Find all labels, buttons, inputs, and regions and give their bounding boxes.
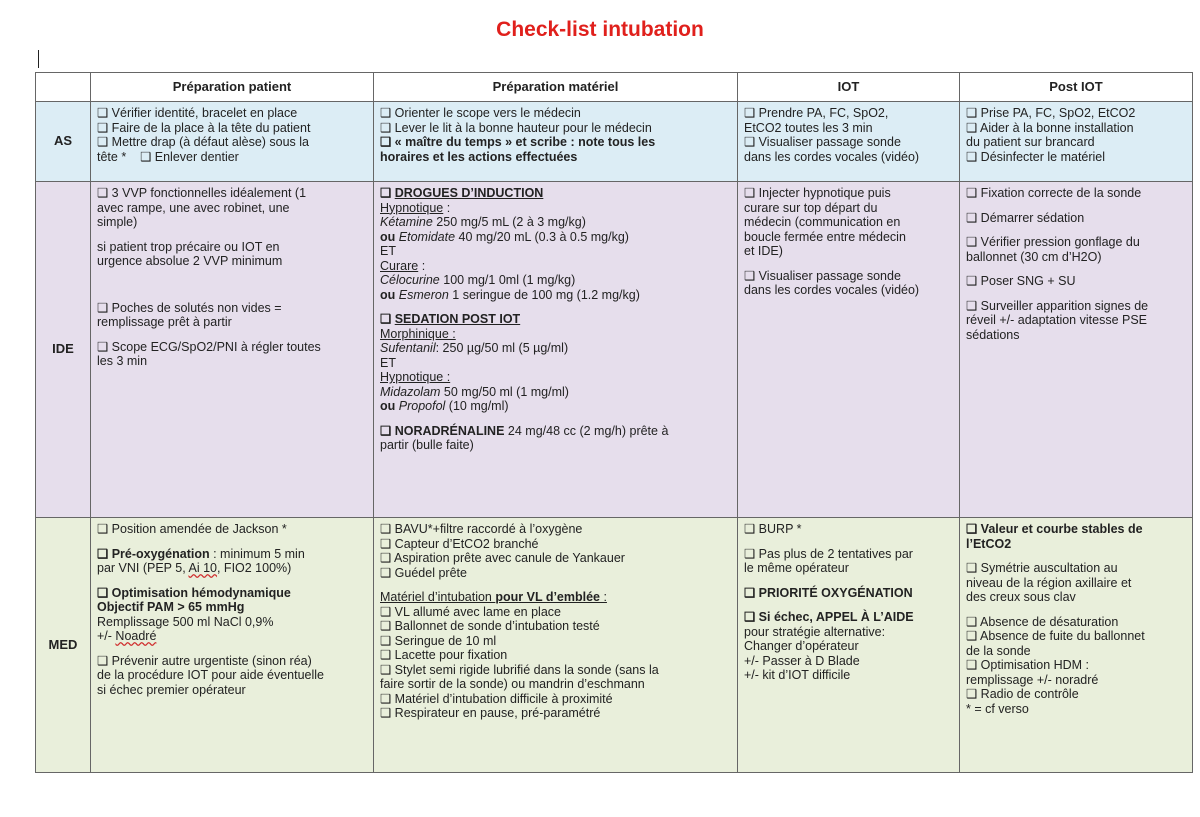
checkbox-icon: ❑ [380,423,392,438]
med-post-line: l’EtCO2 [966,536,1012,551]
ide-post-cell [960,182,1193,518]
ide-patient-line: simple) [97,215,138,229]
ide-materiel-cell [374,182,738,518]
ide-post-line: sédations [966,327,1020,342]
med-materiel-cell [374,518,738,773]
as-iot-line: ❑ Visualiser passage sonde [744,135,901,149]
ide-iot-line: ❑ Injecter hypnotique puis [744,186,891,200]
text-cursor [38,50,39,68]
ou-word: ou [380,287,396,302]
med-patient-line: si échec premier opérateur [97,682,246,697]
med-iot-line: +/- kit d’IOT difficile [744,668,851,682]
ide-patient-line: ❑ 3 VVP fonctionnelles idéalement (1 [97,186,307,200]
med-materiel-line: ❑ Capteur d’EtCO2 branché [380,536,539,551]
med-iot-line: ❑ BURP * [744,522,802,536]
as-iot-cell [738,102,960,182]
med-post-line: ❑ Optimisation HDM : [966,658,1090,672]
noadre-prefix: +/- [97,629,116,643]
drug-dose: partir (bulle faite) [380,438,474,452]
ide-patient-cell [91,182,374,518]
as-patient-line: ❑ Mettre drap (à défaut alèse) sous la [97,135,310,149]
header-post-iot: Post IOT [960,73,1193,102]
row-as [36,102,1193,182]
ide-iot-cell [738,182,960,518]
as-iot-line: dans les cordes vocales (vidéo) [744,149,920,164]
ide-patient-line: remplissage prêt à partir [97,315,232,329]
ide-patient-line: les 3 min [97,354,148,368]
med-iot-line: le même opérateur [744,561,849,575]
med-materiel-line: ❑ Matériel d’intubation difficile à proximité [380,691,613,706]
med-materiel-line: ❑ BAVU*+filtre raccordé à l’oxygène [380,522,583,536]
med-iot-line: ❑ Pas plus de 2 tentatives par [744,546,913,561]
med-post-line: * = cf verso [966,701,1029,716]
as-post-line: ❑ Aider à la bonne installation [966,120,1134,135]
ide-post-line: réveil +/- adaptation vitesse PSE [966,313,1147,327]
page-title: Check-list intubation [496,18,704,41]
med-post-line: des creux sous clav [966,590,1076,604]
header-iot: IOT [738,73,960,102]
header-row [36,73,1193,102]
ide-post-line: ❑ Démarrer sédation [966,210,1085,225]
med-materiel-line: ❑ Respirateur en pause, pré-paramétré [380,706,601,720]
ide-iot-line: ❑ Visualiser passage sonde [744,268,901,283]
ide-post-line: ballonnet (30 cm d’H2O) [966,249,1102,264]
as-post-line: ❑ Prise PA, FC, SpO2, EtCO2 [966,106,1136,120]
drug-dose: 24 mg/48 cc (2 mg/h) prête à [504,423,669,438]
ide-patient-line: urgence absolue 2 VVP minimum [97,254,283,268]
preox-ai: Ai 10 [188,561,217,575]
med-patient-line: Objectif PAM > 65 mmHg [97,600,245,614]
sedation-title: SEDATION POST IOT [394,312,521,326]
as-post-cell [960,102,1193,182]
med-post-line: ❑ Symétrie auscultation au [966,561,1118,575]
row-med [36,518,1193,773]
checkbox-icon: ❑ [97,546,112,561]
preox-text: : minimum 5 min [209,546,305,561]
med-materiel-line: ❑ Aspiration prête avec canule de Yankauer [380,551,625,565]
med-post-line: remplissage +/- noradré [966,672,1099,687]
preox-text: par VNI (PEP 5, [97,561,189,575]
header-empty [36,73,91,102]
as-iot-line: EtCO2 toutes les 3 min [744,120,873,135]
med-patient-cell [91,518,374,773]
med-materiel-line: faire sortir de la sonde) ou mandrin d’eschmann [380,677,645,691]
med-iot-line: +/- Passer à D Blade [744,653,860,668]
ide-post-line: ❑ Surveiller apparition signes de [966,298,1149,313]
drug-name: Etomidate [398,229,456,244]
checklist-table [35,72,1193,773]
med-patient-line: ❑ Prévenir autre urgentiste (sinon réa) [97,653,312,668]
colon: : [443,200,451,215]
drug-name: Sufentanil [380,341,436,355]
med-iot-line: ❑ PRIORITÉ OXYGÉNATION [744,585,913,600]
drogues-title: DROGUES D’INDUCTION [394,186,544,200]
med-post-line: ❑ Valeur et courbe stables de [966,522,1143,536]
med-post-line: niveau de la région axillaire et [966,575,1132,590]
drug-dose: 100 mg/1 0ml (1 mg/kg) [439,273,576,287]
drug-dose: 1 seringue de 100 mg (1.2 mg/kg) [448,287,640,302]
drug-name: Midazolam [380,384,441,399]
drug-name: Esmeron [398,287,449,302]
ou-word: ou [380,399,396,413]
as-materiel-line: horaires et les actions effectuées [380,149,578,164]
drug-dose: 40 mg/20 mL (0.3 à 0.5 mg/kg) [455,229,629,244]
drug-dose: (10 mg/ml) [445,399,509,413]
med-materiel-line: ❑ Lacette pour fixation [380,648,508,662]
med-patient-line: Remplissage 500 ml NaCl 0,9% [97,614,274,629]
as-patient-line: tête * ❑ Enlever dentier [97,149,239,164]
preox-text: , FIO2 100%) [216,561,292,575]
drug-name: Propofol [398,399,446,413]
as-post-line: du patient sur brancard [966,135,1095,149]
as-patient-cell [91,102,374,182]
as-iot-line: ❑ Prendre PA, FC, SpO2, [744,106,889,120]
med-iot-line: Changer d’opérateur [744,639,859,653]
colon: : [418,258,426,273]
med-patient-line: ❑ Optimisation hémodynamique [97,585,291,600]
med-patient-line: de la procédure IOT pour aide éventuelle [97,668,325,682]
as-materiel-line: ❑ Lever le lit à la bonne hauteur pour le médecin [380,120,652,135]
hypnotique-label: Hypnotique [380,200,444,215]
med-post-line: ❑ Absence de désaturation [966,614,1119,629]
ide-post-line: ❑ Poser SNG + SU [966,274,1076,288]
drug-dose: : 250 µg/50 ml (5 µg/ml) [435,341,569,355]
ide-iot-line: dans les cordes vocales (vidéo) [744,283,920,297]
row-label-ide: IDE [36,182,91,518]
row-ide [36,182,1193,518]
morphinique-label: Morphinique : [380,326,456,341]
checkbox-icon: ❑ [380,186,392,200]
med-iot-line: ❑ Si échec, APPEL À L’AIDE [744,610,914,624]
med-materiel-line: ❑ Guédel prête [380,565,467,580]
et-word: ET [380,355,396,370]
et-word: ET [380,244,396,258]
as-patient-line: ❑ Faire de la place à la tête du patient [97,120,311,135]
ide-patient-line: ❑ Scope ECG/SpO2/PNI à régler toutes [97,339,321,354]
med-post-line: ❑ Absence de fuite du ballonnet [966,629,1145,643]
med-materiel-line: ❑ Stylet semi rigide lubrifié dans la sonde (sans la [380,662,659,677]
curare-label: Curare [380,258,419,273]
drug-dose: 250 mg/5 mL (2 à 3 mg/kg) [432,215,586,229]
as-post-line: ❑ Désinfecter le matériel [966,149,1106,164]
med-materiel-line: ❑ Seringue de 10 ml [380,633,497,648]
ide-iot-line: médecin (communication en [744,215,901,229]
ide-post-line: ❑ Vérifier pression gonflage du [966,235,1140,249]
drug-name: Célocurine [380,273,440,287]
vl-heading-bold: pour VL d’emblée [495,590,601,604]
as-patient-line: ❑ Vérifier identité, bracelet en place [97,106,298,120]
med-post-line: de la sonde [966,643,1031,658]
row-label-as: AS [36,102,91,182]
noadre-word: Noadré [115,629,157,643]
ou-word: ou [380,229,396,244]
ide-post-line: ❑ Fixation correcte de la sonde [966,186,1142,200]
row-label-med: MED [36,518,91,773]
med-iot-cell [738,518,960,773]
drug-name: Kétamine [380,215,433,229]
vl-heading: : [600,590,607,604]
preox-title: Pré-oxygénation [111,546,210,561]
med-materiel-line: ❑ VL allumé avec lame en place [380,604,561,619]
ide-patient-line: ❑ Poches de solutés non vides = [97,300,282,315]
hypnotique-label: Hypnotique : [380,370,451,384]
ide-iot-line: et IDE) [744,244,783,258]
vl-heading: Matériel d’intubation [380,590,496,604]
med-post-cell [960,518,1193,773]
as-materiel-line: ❑ Orienter le scope vers le médecin [380,106,581,120]
drug-dose: 50 mg/50 ml (1 mg/ml) [440,384,569,399]
ide-patient-line: avec rampe, une avec robinet, une [97,200,290,215]
as-materiel-line: ❑ « maître du temps » et scribe : note tous les [380,135,656,149]
header-materiel: Préparation matériel [374,73,738,102]
ide-iot-line: curare sur top départ du [744,200,878,215]
ide-iot-line: boucle fermée entre médecin [744,229,906,244]
med-iot-line: pour stratégie alternative: [744,624,886,639]
med-materiel-line: ❑ Ballonnet de sonde d’intubation testé [380,619,600,633]
noradrenaline-title: NORADRÉNALINE [394,423,505,438]
ide-patient-line: si patient trop précaire ou IOT en [97,239,280,254]
as-materiel-cell [374,102,738,182]
checkbox-icon: ❑ [380,312,392,326]
header-patient: Préparation patient [91,73,374,102]
med-patient-line: ❑ Position amendée de Jackson * [97,522,287,536]
med-post-line: ❑ Radio de contrôle [966,687,1079,701]
